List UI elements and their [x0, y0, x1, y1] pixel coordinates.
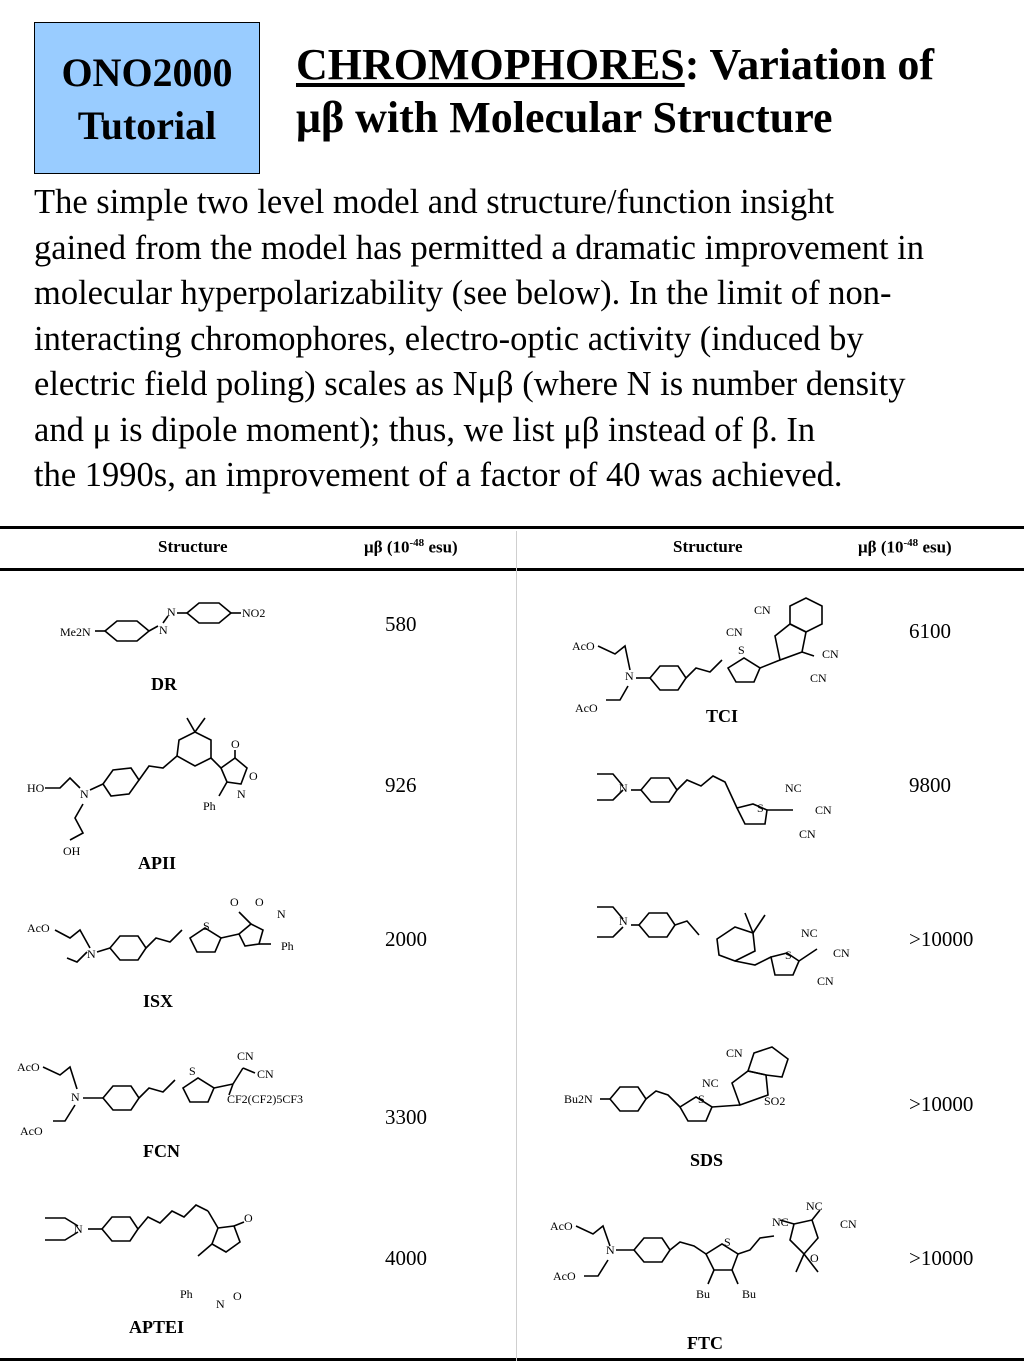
- svg-text:AcO: AcO: [575, 701, 598, 715]
- structure-dr: [55, 596, 285, 656]
- svg-text:AcO: AcO: [572, 639, 595, 653]
- mubeta-value-tci: 6100: [909, 619, 951, 643]
- svg-text:AcO: AcO: [17, 1060, 40, 1074]
- structure-tci: [570, 596, 860, 716]
- svg-text:N: N: [71, 1090, 80, 1104]
- structure-aptei: [40, 1198, 280, 1318]
- svg-text:Me2N: Me2N: [60, 625, 91, 639]
- svg-text:S: S: [698, 1092, 705, 1106]
- structure-row2-right: [595, 766, 845, 846]
- mubeta-value-ftc: >10000: [909, 1246, 974, 1270]
- svg-text:O: O: [810, 1251, 819, 1265]
- svg-text:Ph: Ph: [203, 799, 216, 813]
- badge-line1: ONO2000: [61, 50, 233, 95]
- structure-isx: [25, 890, 305, 980]
- svg-text:S: S: [189, 1064, 196, 1078]
- svg-text:Bu2N: Bu2N: [564, 1092, 593, 1106]
- svg-text:CN: CN: [822, 647, 839, 661]
- structure-ftc: [548, 1198, 868, 1308]
- header-structure-left: Structure: [158, 537, 228, 556]
- mubeta-value-row2: 9800: [909, 773, 951, 797]
- table-header-rule: [0, 568, 1024, 571]
- mubeta-value-dr: 580: [385, 612, 417, 636]
- intro-line: interacting chromophores, electro-optic activity (induced by: [34, 319, 864, 358]
- svg-text:N: N: [277, 907, 286, 921]
- slide-title: [296, 38, 934, 144]
- svg-text:NC: NC: [801, 926, 818, 940]
- svg-text:N: N: [159, 623, 168, 637]
- title-line1-rest: : Variation of: [684, 40, 935, 89]
- structure-fcn: [15, 1043, 325, 1143]
- svg-text:N: N: [216, 1297, 225, 1311]
- header-mubeta-right: μβ ($10^{-48}$ esu): [858, 537, 952, 557]
- svg-text:N: N: [74, 1222, 83, 1236]
- svg-text:O: O: [255, 895, 264, 909]
- svg-text:S: S: [757, 801, 764, 815]
- svg-text:Bu: Bu: [696, 1287, 711, 1301]
- svg-text:HO: HO: [27, 781, 45, 795]
- structure-apii: [25, 718, 275, 860]
- svg-text:CN: CN: [817, 974, 834, 988]
- svg-text:N: N: [606, 1243, 615, 1257]
- svg-text:NC: NC: [785, 781, 802, 795]
- svg-text:O: O: [230, 895, 239, 909]
- intro-line: electric field poling) scales as Nμβ (where N is number density: [34, 365, 906, 403]
- table-bottom-rule: [0, 1358, 1024, 1361]
- mubeta-value-aptei: 4000: [385, 1246, 427, 1270]
- svg-text:CN: CN: [840, 1217, 857, 1231]
- svg-text:S: S: [738, 643, 745, 657]
- svg-text:O: O: [233, 1289, 242, 1303]
- mubeta-value-row3: >10000: [909, 927, 974, 951]
- column-divider: [516, 531, 517, 1361]
- chromophore-name-isx: ISX: [143, 991, 174, 1011]
- svg-text:N: N: [167, 605, 176, 619]
- title-line2: μβ with Molecular Structure: [296, 93, 833, 142]
- svg-text:CN: CN: [799, 827, 816, 841]
- svg-text:AcO: AcO: [553, 1269, 576, 1283]
- svg-text:O: O: [231, 737, 240, 751]
- svg-text:CN: CN: [726, 625, 743, 639]
- svg-text:N: N: [619, 781, 628, 795]
- structure-sds: [562, 1045, 802, 1145]
- intro-line: gained from the model has permitted a dramatic improvement in: [34, 228, 925, 267]
- svg-text:O: O: [249, 769, 258, 783]
- svg-text:N: N: [619, 914, 628, 928]
- structure-row3-right: [595, 905, 855, 990]
- chromophore-name-ftc: FTC: [687, 1333, 723, 1353]
- svg-text:Bu: Bu: [742, 1287, 757, 1301]
- svg-text:CN: CN: [257, 1067, 274, 1081]
- tutorial-badge: [34, 22, 260, 174]
- svg-text:NC: NC: [772, 1215, 789, 1229]
- table-top-rule: [0, 526, 1024, 529]
- svg-text:S: S: [724, 1235, 731, 1249]
- svg-text:N: N: [625, 669, 634, 683]
- chromophore-name-tci: TCI: [706, 706, 739, 726]
- svg-text:NO2: NO2: [242, 606, 266, 620]
- svg-text:O: O: [244, 1211, 253, 1225]
- svg-text:NC: NC: [702, 1076, 719, 1090]
- intro-line: and μ is dipole moment); thus, we list μβ instead of β. In: [34, 410, 816, 449]
- badge-line2: Tutorial: [77, 103, 217, 148]
- svg-text:OH: OH: [63, 844, 81, 858]
- mubeta-value-apii: 926: [385, 773, 417, 797]
- svg-text:AcO: AcO: [20, 1124, 43, 1138]
- chromophore-name-apii: APII: [138, 853, 177, 873]
- chromophore-name-fcn: FCN: [143, 1141, 180, 1161]
- intro-paragraph: [34, 180, 1019, 499]
- svg-text:NC: NC: [806, 1199, 823, 1213]
- svg-text:AcO: AcO: [550, 1219, 573, 1233]
- svg-text:N: N: [87, 947, 96, 961]
- svg-text:CF2(CF2)5CF3: CF2(CF2)5CF3: [227, 1092, 304, 1106]
- intro-line: molecular hyperpolarizability (see below). In the limit of non-: [34, 274, 892, 312]
- svg-text:Ph: Ph: [180, 1287, 193, 1301]
- svg-text:SO2: SO2: [764, 1094, 786, 1108]
- svg-text:S: S: [203, 919, 210, 933]
- mubeta-value-fcn: 3300: [385, 1105, 427, 1129]
- chromophore-name-dr: DR: [151, 674, 177, 694]
- svg-text:CN: CN: [810, 671, 827, 685]
- svg-text:N: N: [80, 787, 89, 801]
- chromophore-name-sds: SDS: [690, 1150, 724, 1170]
- svg-text:CN: CN: [833, 946, 850, 960]
- svg-text:CN: CN: [237, 1049, 254, 1063]
- title-keyword: CHROMOPHORES: [296, 40, 685, 89]
- svg-text:S: S: [785, 948, 792, 962]
- svg-text:CN: CN: [815, 803, 832, 817]
- svg-text:Ph: Ph: [281, 939, 294, 953]
- intro-line: the 1990s, an improvement of a factor of 40 was achieved.: [34, 456, 843, 494]
- chromophore-name-aptei: APTEI: [129, 1317, 185, 1337]
- svg-text:CN: CN: [726, 1046, 743, 1060]
- header-mubeta-left: μβ ($10^{-48}$ esu): [364, 537, 458, 557]
- mubeta-value-sds: >10000: [909, 1092, 974, 1116]
- svg-text:AcO: AcO: [27, 921, 50, 935]
- svg-text:CN: CN: [754, 603, 771, 617]
- intro-line: The simple two level model and structure/function insight: [34, 183, 835, 221]
- header-structure-right: Structure: [673, 537, 743, 556]
- mubeta-value-isx: 2000: [385, 927, 427, 951]
- svg-text:N: N: [237, 787, 246, 801]
